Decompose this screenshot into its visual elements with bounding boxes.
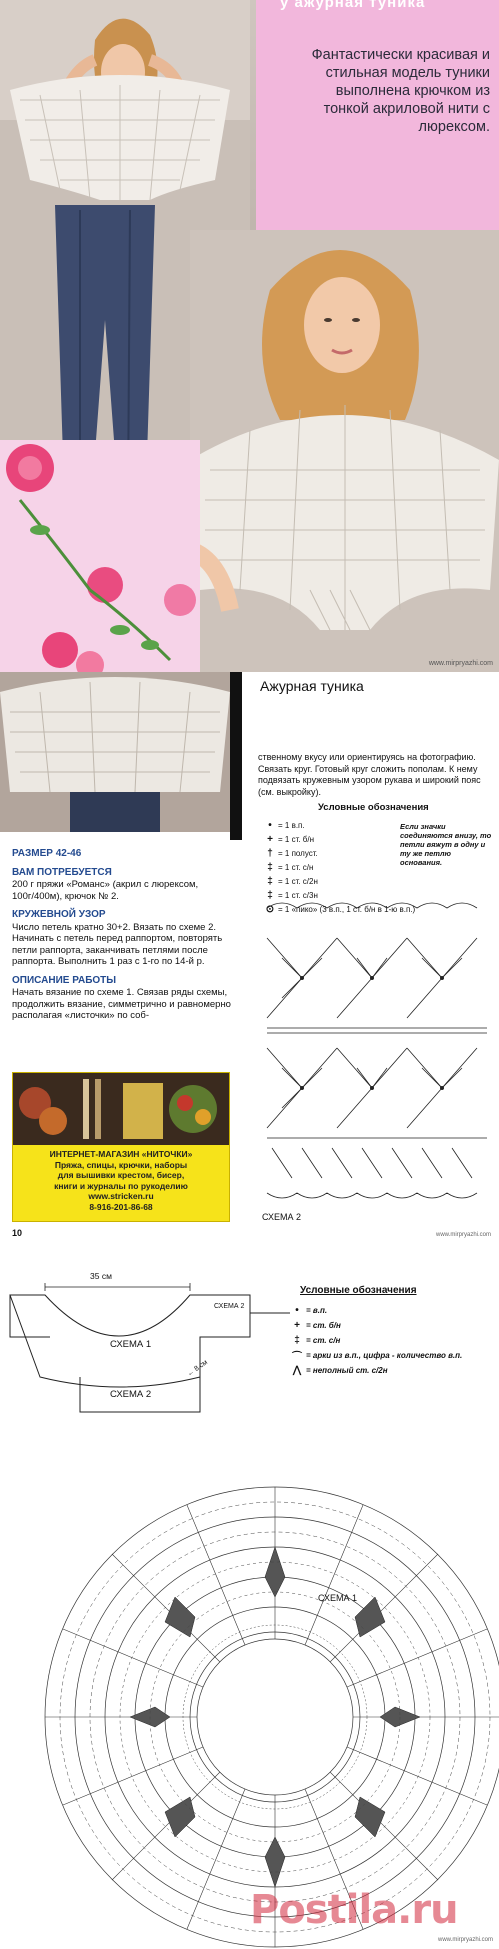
- ad-url: www.stricken.ru: [88, 1191, 154, 1201]
- schema-label: СХЕМА 2: [262, 1212, 302, 1222]
- legend-symbol: •: [268, 819, 272, 831]
- watermark: www.mirpryazhi.com: [437, 1937, 493, 1943]
- shop-advertisement: [12, 1072, 230, 1222]
- materials-heading: ВАМ ПОТРЕБУЕТСЯ: [12, 866, 112, 878]
- legend-title: Условные обозначения: [300, 1285, 417, 1296]
- legend-row: [288, 1303, 462, 1318]
- watermark: www.mirpryazhi.com: [428, 660, 493, 667]
- ad-product-images: [13, 1073, 229, 1145]
- schema-2-label: СХЕМА 2: [110, 1389, 152, 1400]
- schema-1-label: СХЕМА 1: [110, 1339, 152, 1350]
- work-text: Начать вязание по схеме 1. Связав ряды схемы, продолжить вязание, симметрично и равномерно располагая «листочки» по соб-: [12, 987, 231, 1021]
- materials-text: 200 г пряжи «Романс» (акрил с люрексом, 100г/400м), крючок № 2.: [12, 879, 199, 902]
- ad-line: Пряжа, спицы, крючки, наборы: [54, 1159, 188, 1170]
- legend-label: = неполный ст. с/2н: [306, 1366, 388, 1375]
- ad-line: книги и журналы по рукоделию: [54, 1180, 188, 1191]
- legend-row: [288, 1318, 462, 1333]
- lace-text: Число петель кратно 30+2. Вязать по схеме 2. Начинать с петель перед раппортом, повторять петли раппорта, заканчивать петлями после раппорта. Выполнить 1 раз с 1-го по 14-й р.: [12, 921, 223, 967]
- legend-symbol: ‡: [267, 889, 273, 901]
- photo-spread: [0, 0, 499, 672]
- legend-row: [288, 1333, 462, 1348]
- schema-2-side-label: СХЕМА 2: [214, 1303, 245, 1310]
- legend-symbol: ⊙: [265, 903, 275, 915]
- postila-logo-watermark: Postila.ru: [250, 1887, 458, 1933]
- legend-label: = ст. с/н: [306, 1336, 341, 1345]
- legend-label: = ст. б/н: [306, 1321, 341, 1330]
- divider-strip: [230, 672, 242, 840]
- legend-symbol: +: [267, 833, 273, 845]
- legend-title: Условные обозначения: [318, 802, 429, 813]
- circle-schema-label: СХЕМА 1: [318, 1593, 358, 1603]
- symbol-legend: [288, 1303, 462, 1378]
- legend-symbol: ⌒: [292, 1352, 302, 1363]
- legend-label: = 1 полуст.: [278, 848, 318, 858]
- legend-label: = 1 в.п.: [278, 820, 305, 830]
- crochet-chart-schema-2: [262, 898, 492, 1208]
- legend-label: = 1 ст. с/н: [278, 862, 314, 872]
- legend-label: = арки из в.п., цифра - количество в.п.: [306, 1351, 463, 1360]
- legend-label: = в.п.: [306, 1306, 328, 1315]
- legend-symbol: ‡: [294, 1335, 300, 1346]
- legend-symbol: ‡: [267, 875, 273, 887]
- legend-label: = 1 «пико» (3 в.п., 1 ст. б/н в 1-ю в.п.): [278, 904, 416, 914]
- legend-symbol: +: [294, 1320, 300, 1331]
- arrow-label: ← 8 см: [186, 1359, 210, 1378]
- tunic-photo-crop: [0, 672, 230, 832]
- pattern-page: [0, 672, 499, 1247]
- legend-row: [288, 1348, 462, 1363]
- rose-decoration: [0, 440, 200, 672]
- page-number: 10: [12, 1228, 23, 1238]
- legend-row: [288, 1363, 462, 1378]
- size-heading: РАЗМЕР 42-46: [12, 848, 82, 859]
- spread-header: у ажурная туника: [280, 0, 426, 11]
- legend-symbol: ‡: [267, 861, 273, 873]
- ad-phone: 8-916-201-86-68: [89, 1201, 153, 1212]
- legend-label: = 1 ст. б/н: [278, 834, 315, 844]
- legend-symbol: †: [267, 847, 273, 859]
- work-heading: ОПИСАНИЕ РАБОТЫ: [12, 974, 117, 986]
- continued-text: ственному вкусу или ориентируясь на фотографию. Связать круг. Готовый круг сложить пополам. К нему подвязать кружевным узором рукава и широкий пояс (см. выкройку).: [258, 752, 481, 797]
- tunic-description: Фантастически красивая и стильная модель туники выполнена крючком из тонкой акриловой нити с люрексом.: [311, 47, 490, 135]
- watermark: www.mirpryazhi.com: [435, 1232, 491, 1238]
- ad-shop-name: ИНТЕРНЕТ-МАГАЗИН «НИТОЧКИ»: [49, 1149, 193, 1159]
- instructions-column: [12, 848, 232, 1022]
- model-photo-closeup: [190, 230, 499, 672]
- legend-label: = 1 ст. с/2н: [278, 876, 318, 886]
- ad-line: для вышивки крестом, бисер,: [57, 1170, 185, 1180]
- lace-heading: КРУЖЕВНОЙ УЗОР: [12, 909, 106, 920]
- legend-row: [262, 874, 492, 888]
- legend-label: = 1 ст. с/3н: [278, 890, 318, 900]
- dimension-label: 35 см: [90, 1271, 112, 1281]
- legend-symbol: •: [295, 1305, 299, 1316]
- schematic-page: [0, 1247, 499, 1949]
- legend-symbol: ⋀: [292, 1365, 302, 1376]
- page-title: Ажурная туника: [260, 678, 364, 694]
- ad-text: [17, 1149, 225, 1212]
- legend-note: Если значки соединяются внизу, то петли вяжут в одну и ту же петлю основания.: [400, 822, 492, 867]
